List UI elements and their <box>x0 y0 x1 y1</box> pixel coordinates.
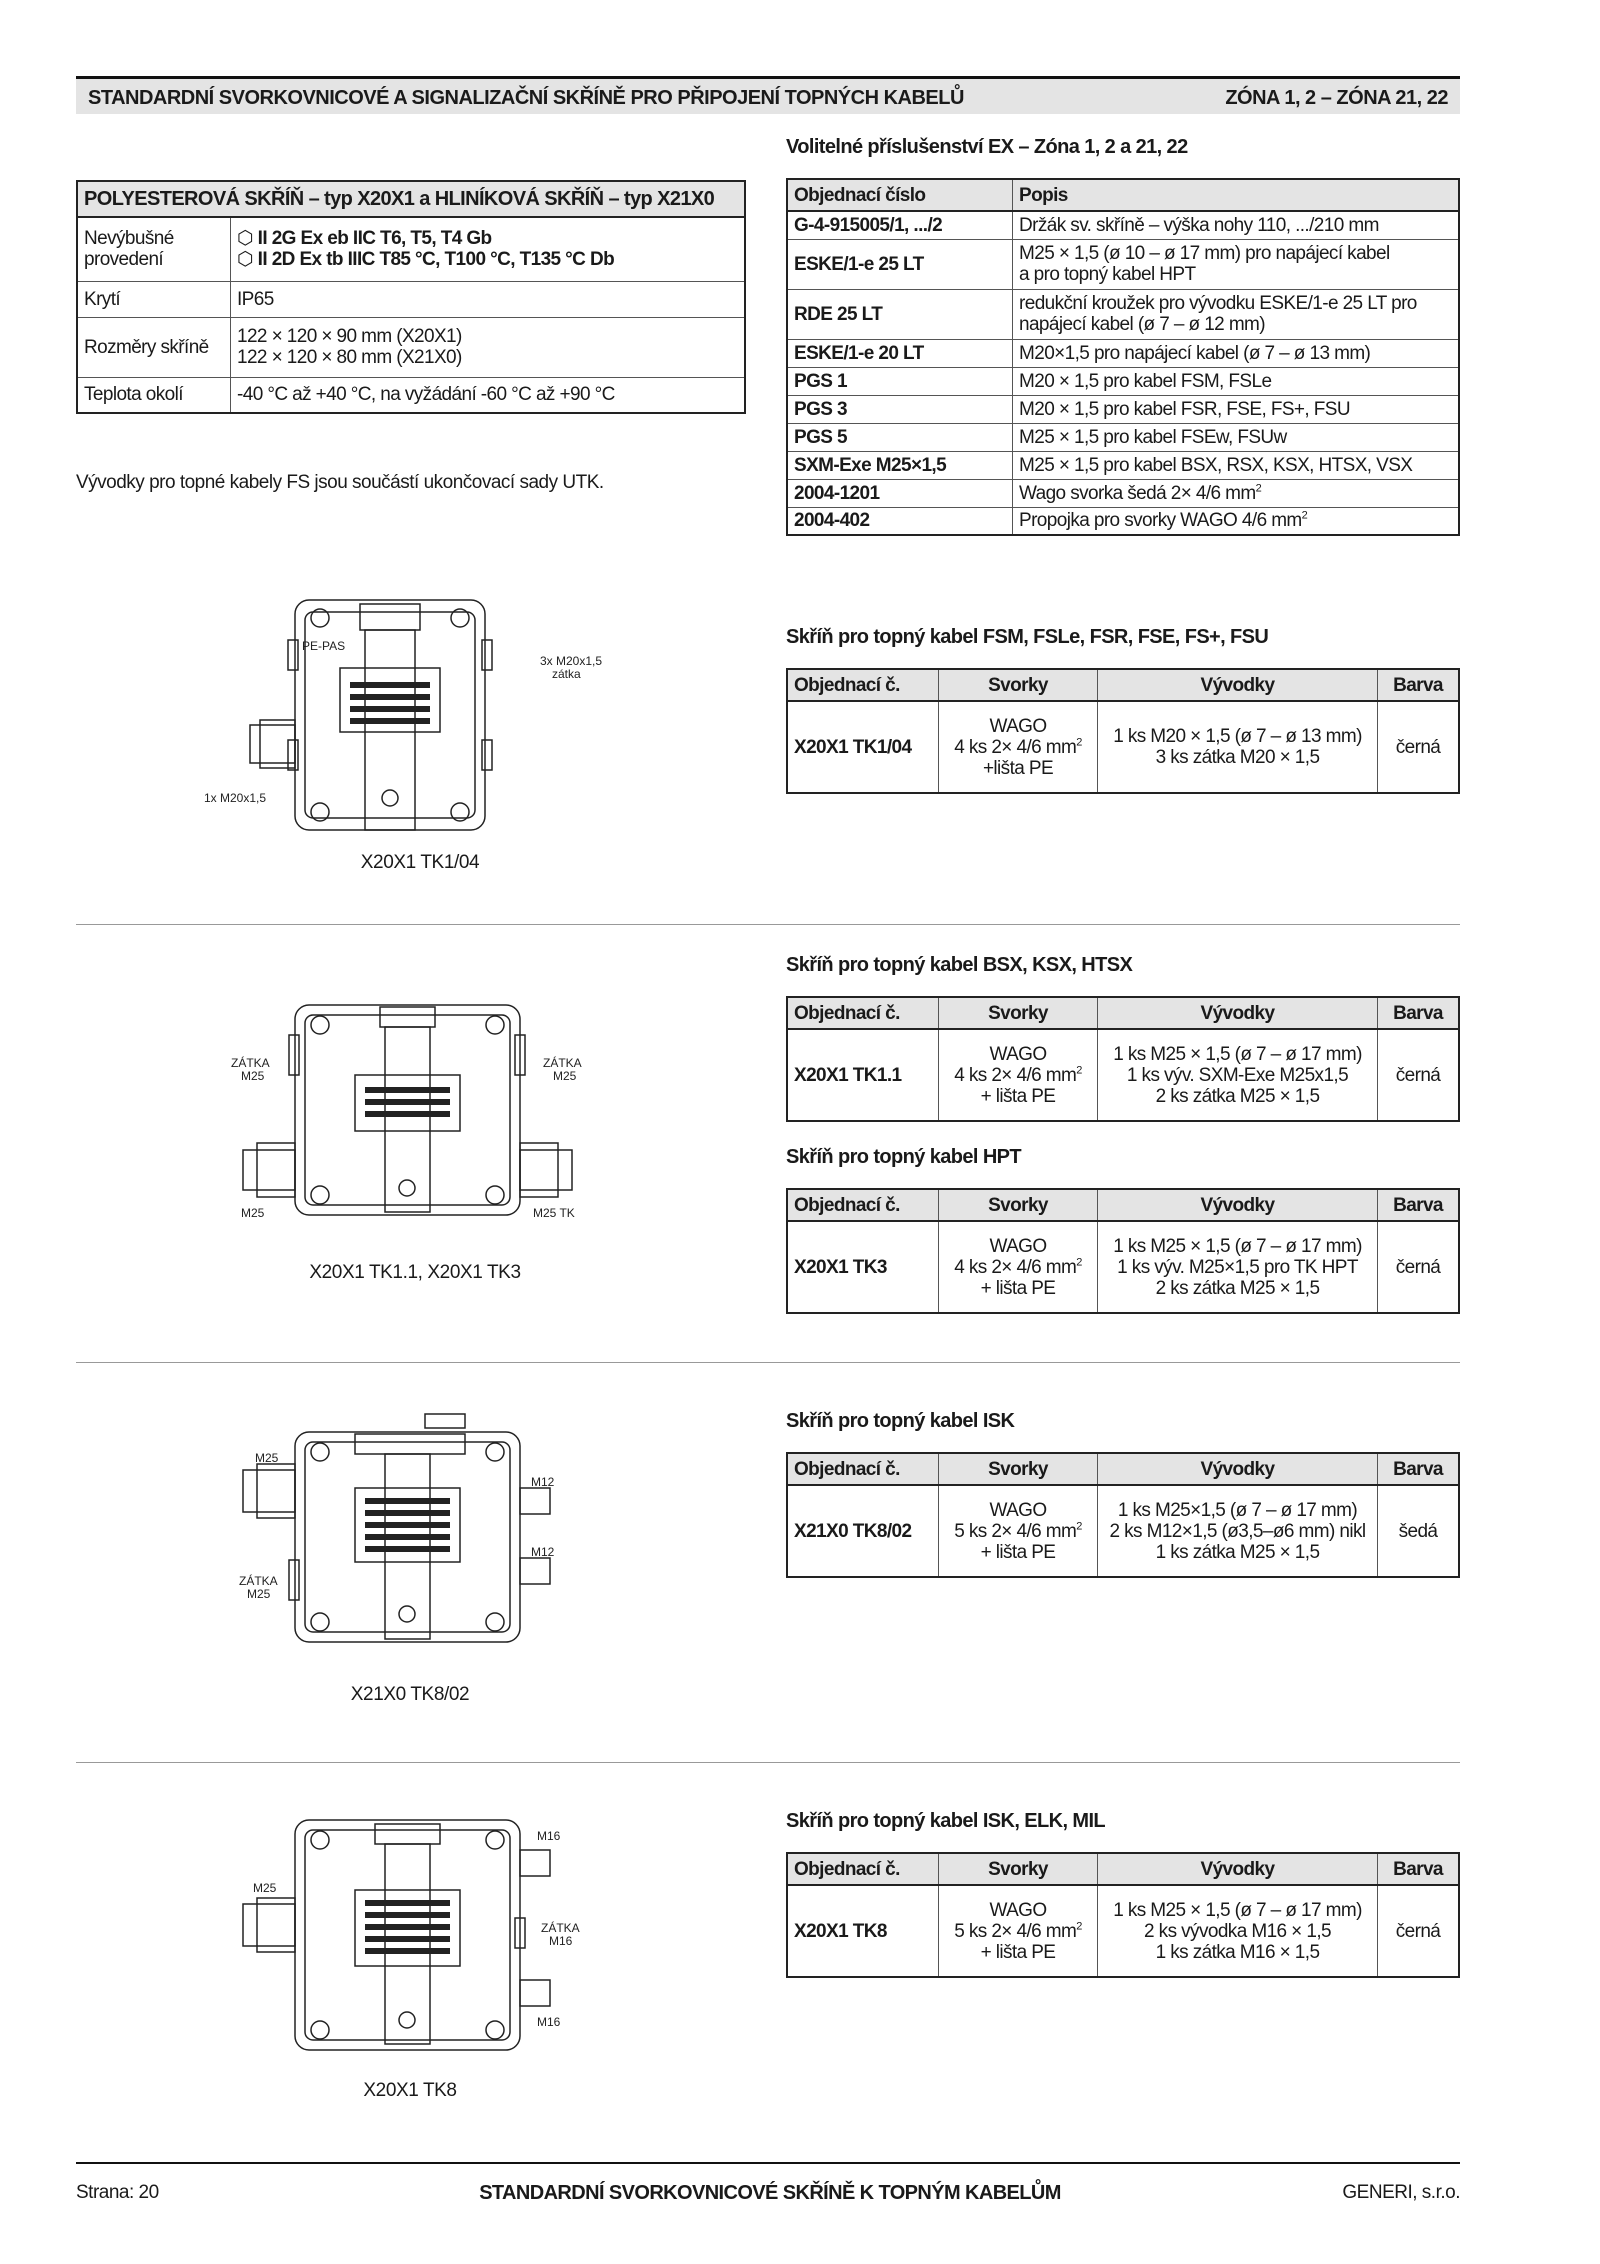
acc-desc: M25 × 1,5 (ø 10 – ø 17 mm) pro napájecí kabel a pro topný kabel HPT <box>1013 239 1460 289</box>
header-title: STANDARDNÍ SVORKOVNICOVÉ A SIGNALIZAČNÍ SKŘÍNĚ PRO PŘIPOJENÍ TOPNÝCH KABELŮ <box>88 87 964 109</box>
ex-icon: ⬡ <box>237 249 258 271</box>
separator <box>76 924 1460 925</box>
enclosure-drawing-tk8 <box>225 1810 595 2060</box>
spec-value-ip: IP65 <box>231 281 746 317</box>
product-outlets: 1 ks M20 × 1,5 (ø 7 – ø 13 mm) 3 ks zátka M20 × 1,5 <box>1098 701 1378 793</box>
product-terminals: WAGO 4 ks 2× 4/6 $mm^2$ + lišta PE <box>939 1029 1098 1121</box>
col-order: Objednací č. <box>787 1189 939 1221</box>
col-outlets: Vývodky <box>1098 1453 1378 1485</box>
col-terminals: Svorky <box>939 1853 1098 1885</box>
product-code: X20X1 TK8 <box>787 1885 939 1977</box>
acc-code: RDE 25 LT <box>787 289 1013 339</box>
drawing-label: 1x M20x1,5 <box>204 791 267 805</box>
spec-value-dim: 122 × 120 × 90 mm (X20X1) 122 × 120 × 80 mm (X21X0) <box>231 317 746 377</box>
col-color: Barva <box>1378 669 1460 701</box>
col-color: Barva <box>1378 1453 1460 1485</box>
drawing-label: ZÁTKA <box>231 1056 270 1070</box>
drawing-label: M25 <box>255 1451 279 1465</box>
acc-desc: Propojka pro svorky WAGO 4/6 $mm^2$ <box>1013 507 1460 535</box>
drawing-label: PE-PAS <box>302 639 346 653</box>
product-color: černá <box>1378 1029 1460 1121</box>
spec-value-temp: -40 °C až +40 °C, na vyžádání -60 °C až +90 °C <box>231 377 746 413</box>
product-terminals: WAGO 4 ks 2× 4/6 $mm^2$ +lišta PE <box>939 701 1098 793</box>
drawing-caption: X20X1 TK8 <box>363 2080 457 2101</box>
acc-desc: Wago svorka šedá 2× 4/6 $mm^2$ <box>1013 479 1460 507</box>
drawing-label: M12 <box>531 1545 555 1559</box>
product-table <box>786 668 1460 794</box>
product-terminals: WAGO 4 ks 2× 4/6 $mm^2$ + lišta PE <box>939 1221 1098 1313</box>
acc-desc: M25 × 1,5 pro kabel BSX, RSX, KSX, HTSX, VSX <box>1013 451 1460 479</box>
col-outlets: Vývodky <box>1098 1853 1378 1885</box>
col-order: Objednací č. <box>787 1453 939 1485</box>
product-outlets: 1 ks M25×1,5 (ø 7 – ø 17 mm) 2 ks M12×1,5 (ø3,5–ø6 mm) nikl 1 ks zátka M25 × 1,5 <box>1098 1485 1378 1577</box>
acc-code: 2004-402 <box>787 507 1013 535</box>
spec-label-ip: Krytí <box>77 281 231 317</box>
drawing-label: M16 <box>549 1934 573 1948</box>
product-title: Skříň pro topný kabel FSM, FSLe, FSR, FSE, FS+, FSU <box>786 626 1269 648</box>
drawing-label: ZÁTKA <box>541 1921 580 1935</box>
footer-title: STANDARDNÍ SVORKOVNICOVÉ SKŘÍNĚ K TOPNÝM KABELŮM <box>479 2182 1061 2204</box>
acc-desc: M20×1,5 pro napájecí kabel (ø 7 – ø 13 mm) <box>1013 339 1460 367</box>
col-terminals: Svorky <box>939 1189 1098 1221</box>
product-title: Skříň pro topný kabel BSX, KSX, HTSX <box>786 954 1133 976</box>
drawing-label: M25 <box>241 1069 265 1083</box>
footer-rule <box>76 2162 1460 2164</box>
acc-desc: M20 × 1,5 pro kabel FSR, FSE, FS+, FSU <box>1013 395 1460 423</box>
enclosure-drawing-tk1-1 <box>225 995 595 1230</box>
product-title: Skříň pro topný kabel ISK, ELK, MIL <box>786 1810 1106 1832</box>
product-color: černá <box>1378 1221 1460 1313</box>
col-outlets: Vývodky <box>1098 1189 1378 1221</box>
acc-code: PGS 5 <box>787 423 1013 451</box>
drawing-caption: X20X1 TK1/04 <box>360 852 480 873</box>
spec-value-ex: ⬡ II 2G Ex eb IIC T6, T5, T4 Gb ⬡ II 2D Ex tb IIIC T85 °C, T100 °C, T135 °C Db <box>231 217 746 281</box>
page-number: Strana: 20 <box>76 2182 159 2203</box>
product-title: Skříň pro topný kabel ISK <box>786 1410 1015 1432</box>
spec-label-dim: Rozměry skříně <box>77 317 231 377</box>
drawing-label: M25 TK <box>533 1206 575 1220</box>
drawing-label: M25 <box>553 1069 577 1083</box>
product-outlets: 1 ks M25 × 1,5 (ø 7 – ø 17 mm) 1 ks výv. M25×1,5 pro TK HPT 2 ks zátka M25 × 1,5 <box>1098 1221 1378 1313</box>
product-color: šedá <box>1378 1485 1460 1577</box>
drawing-label: ZÁTKA <box>239 1574 278 1588</box>
col-outlets: Vývodky <box>1098 669 1378 701</box>
drawing-label: M25 <box>241 1206 265 1220</box>
drawing-caption: X20X1 TK1.1, X20X1 TK3 <box>309 1262 521 1283</box>
spec-title: POLYESTEROVÁ SKŘÍŇ – typ X20X1 a HLINÍKOVÁ SKŘÍŇ – typ X21X0 <box>77 181 745 217</box>
product-code: X20X1 TK1/04 <box>787 701 939 793</box>
product-title: Skříň pro topný kabel HPT <box>786 1146 1022 1168</box>
enclosure-drawing-tk1-04 <box>200 590 640 840</box>
ex-icon: ⬡ <box>237 228 258 250</box>
acc-code: 2004-1201 <box>787 479 1013 507</box>
acc-code: PGS 1 <box>787 367 1013 395</box>
drawing-label: 3x M20x1,5 <box>540 654 603 668</box>
drawing-label: ZÁTKA <box>543 1056 582 1070</box>
acc-desc: M25 × 1,5 pro kabel FSEw, FSUw <box>1013 423 1460 451</box>
spec-label-ex: Nevýbušné provedení <box>77 217 231 281</box>
col-order: Objednací č. <box>787 1853 939 1885</box>
acc-code: PGS 3 <box>787 395 1013 423</box>
col-order: Objednací č. <box>787 997 939 1029</box>
product-code: X20X1 TK3 <box>787 1221 939 1313</box>
col-color: Barva <box>1378 997 1460 1029</box>
col-order: Objednací č. <box>787 669 939 701</box>
product-table <box>786 996 1460 1122</box>
drawing-label: M25 <box>247 1587 271 1601</box>
company-name: GENERI, s.r.o. <box>1342 2182 1460 2203</box>
acc-code: ESKE/1-e 25 LT <box>787 239 1013 289</box>
product-terminals: WAGO 5 ks 2× 4/6 $mm^2$ + lišta PE <box>939 1485 1098 1577</box>
product-code: X21X0 TK8/02 <box>787 1485 939 1577</box>
page-header <box>76 76 1460 114</box>
col-terminals: Svorky <box>939 997 1098 1029</box>
product-table <box>786 1188 1460 1314</box>
drawing-label: M16 <box>537 1829 561 1843</box>
product-outlets: 1 ks M25 × 1,5 (ø 7 – ø 17 mm) 2 ks vývodka M16 × 1,5 1 ks zátka M16 × 1,5 <box>1098 1885 1378 1977</box>
product-color: černá <box>1378 701 1460 793</box>
col-terminals: Svorky <box>939 1453 1098 1485</box>
col-order-number: Objednací číslo <box>787 179 1013 211</box>
acc-desc: M20 × 1,5 pro kabel FSM, FSLe <box>1013 367 1460 395</box>
drawing-label: M16 <box>537 2015 561 2029</box>
acc-desc: redukční kroužek pro vývodku ESKE/1-e 25 LT pro napájecí kabel (ø 7 – ø 12 mm) <box>1013 289 1460 339</box>
product-table <box>786 1852 1460 1978</box>
drawing-caption: X21X0 TK8/02 <box>350 1684 470 1705</box>
col-outlets: Vývodky <box>1098 997 1378 1029</box>
acc-desc: Držák sv. skříně – výška nohy 110, .../210 mm <box>1013 211 1460 239</box>
product-color: černá <box>1378 1885 1460 1977</box>
spec-label-temp: Teplota okolí <box>77 377 231 413</box>
col-terminals: Svorky <box>939 669 1098 701</box>
enclosure-drawing-tk8-02 <box>225 1410 595 1655</box>
separator <box>76 1362 1460 1363</box>
product-table <box>786 1452 1460 1578</box>
separator <box>76 1762 1460 1763</box>
product-code: X20X1 TK1.1 <box>787 1029 939 1121</box>
header-zone: ZÓNA 1, 2 – ZÓNA 21, 22 <box>1225 87 1448 109</box>
col-description: Popis <box>1013 179 1460 211</box>
col-color: Barva <box>1378 1189 1460 1221</box>
acc-code: ESKE/1-e 20 LT <box>787 339 1013 367</box>
drawing-label: zátka <box>552 667 581 681</box>
accessories-table <box>786 178 1460 536</box>
product-outlets: 1 ks M25 × 1,5 (ø 7 – ø 17 mm) 1 ks výv. SXM-Exe M25x1,5 2 ks zátka M25 × 1,5 <box>1098 1029 1378 1121</box>
accessories-title: Volitelné příslušenství EX – Zóna 1, 2 a 21, 22 <box>786 136 1188 158</box>
acc-code: SXM-Exe M25×1,5 <box>787 451 1013 479</box>
drawing-label: M12 <box>531 1475 555 1489</box>
spec-table <box>76 180 746 414</box>
spec-note: Vývodky pro topné kabely FS jsou součástí ukončovací sady UTK. <box>76 472 604 493</box>
drawing-label: M25 <box>253 1881 277 1895</box>
acc-code: G-4-915005/1, .../2 <box>787 211 1013 239</box>
product-terminals: WAGO 5 ks 2× 4/6 $mm^2$ + lišta PE <box>939 1885 1098 1977</box>
col-color: Barva <box>1378 1853 1460 1885</box>
